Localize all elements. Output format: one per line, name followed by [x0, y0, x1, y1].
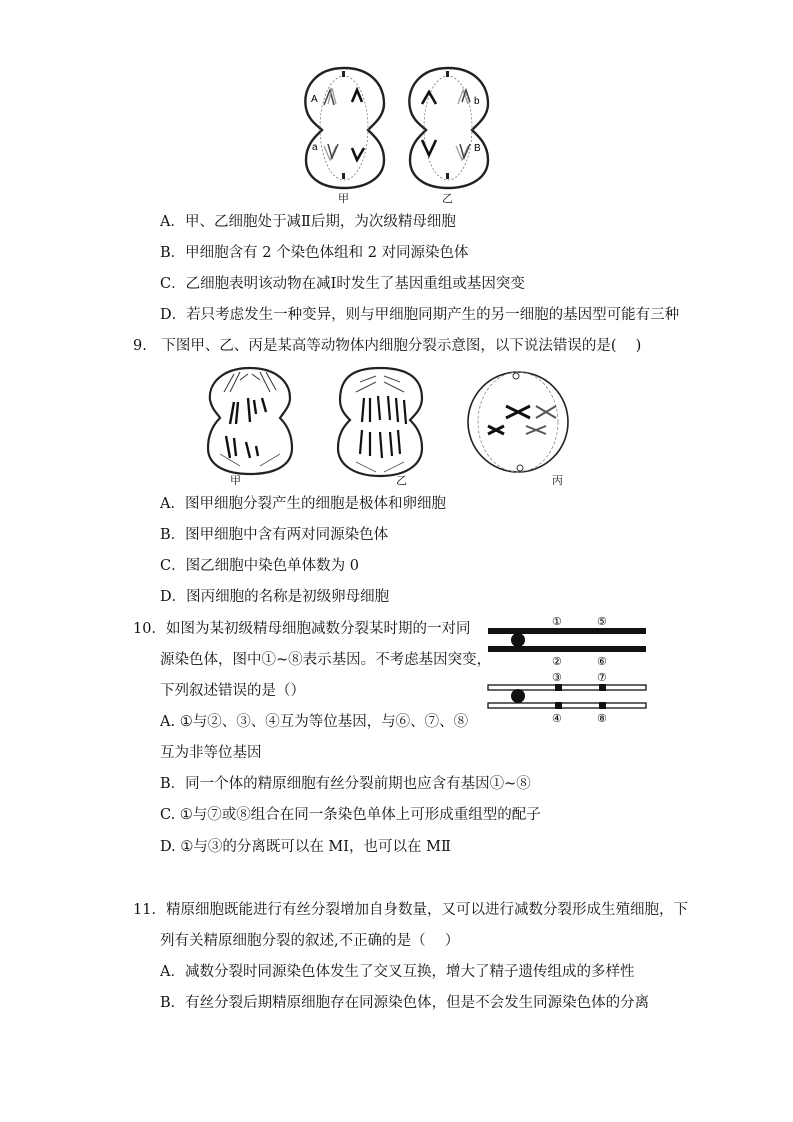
gene-5-label: ⑤: [597, 615, 607, 628]
cells-diagram-q8: [296, 60, 496, 206]
gene-6-label: ⑥: [597, 655, 607, 668]
gene-label-B: B: [474, 143, 481, 154]
q9-option-b: B．图甲细胞中含有两对同源染色体: [160, 527, 389, 543]
gene-label-A: A: [311, 94, 318, 105]
q8-option-b: B．甲细胞含有 2 个染色体组和 2 对同源染色体: [160, 245, 469, 261]
gene-2-label: ②: [552, 655, 562, 668]
q8-option-c: C．乙细胞表明该动物在减Ⅰ时发生了基因重组或基因突变: [160, 276, 525, 292]
gene-4-label: ④: [552, 712, 562, 725]
q10-option-b: B．同一个体的精原细胞有丝分裂前期也应含有基因①~⑧: [160, 776, 531, 792]
caption-q9-yi: 乙: [396, 474, 407, 487]
q9-option-c: C．图乙细胞中染色单体数为 0: [160, 558, 359, 574]
gene-3-label: ③: [552, 671, 562, 684]
q10-stem-line-3: 下列叙述错误的是（）: [160, 683, 305, 699]
q8-option-a: A．甲、乙细胞处于减Ⅱ后期，为次级精母细胞: [160, 214, 456, 230]
gene-label-b: b: [474, 96, 480, 107]
homologous-chromosomes-diagram: [486, 614, 648, 726]
q11-option-b: B．有丝分裂后期精原细胞存在同源染色体，但是不会发生同源染色体的分离: [160, 995, 650, 1011]
gene-8-label: ⑧: [597, 712, 607, 725]
q10-option-d: D. ①与③的分离既可以在 MⅠ，也可以在 MⅡ: [160, 839, 451, 855]
figure-q10: [486, 614, 648, 726]
q10-stem-line-1: 10．如图为某初级精母细胞减数分裂某时期的一对同: [133, 621, 471, 637]
q9-option-a: A．图甲细胞分裂产生的细胞是极体和卵细胞: [160, 496, 446, 512]
q10-option-c: C. ①与⑦或⑧组合在同一条染色单体上可形成重组型的配子: [160, 807, 541, 823]
q11-stem-line-2: 列有关精原细胞分裂的叙述,不正确的是（ ）: [160, 933, 460, 949]
q10-stem-line-2: 源染色体，图中①~⑧表示基因。不考虑基因突变，: [160, 652, 492, 668]
figure-q9: [200, 362, 580, 486]
figure-q8: [296, 60, 496, 206]
q9-option-d: D．图丙细胞的名称是初级卵母细胞: [160, 589, 390, 605]
q9-stem: 9. 下图甲、乙、丙是某高等动物体内细胞分裂示意图，以下说法错误的是( ): [133, 338, 642, 354]
caption-q9-bing: 丙: [552, 474, 563, 487]
q10-option-a: A. ①与②、③、④互为等位基因，与⑥、⑦、⑧: [160, 714, 469, 730]
q8-option-d: D．若只考虑发生一种变异，则与甲细胞同期产生的另一细胞的基因型可能有三种: [160, 307, 680, 323]
cells-diagram-q9: [200, 362, 580, 486]
gene-1-label: ①: [552, 615, 562, 628]
q11-stem-line-1: 11．精原细胞既能进行有丝分裂增加自身数量，又可以进行减数分裂形成生殖细胞，下: [133, 902, 688, 918]
caption-yi: 乙: [442, 192, 453, 205]
q10-option-a-cont: 互为非等位基因: [160, 745, 262, 761]
caption-jia: 甲: [338, 192, 349, 205]
q11-option-a: A．减数分裂时同源染色体发生了交叉互换，增大了精子遗传组成的多样性: [160, 964, 635, 980]
gene-7-label: ⑦: [597, 671, 607, 684]
caption-q9-jia: 甲: [230, 474, 241, 487]
gene-label-a: a: [312, 142, 318, 153]
